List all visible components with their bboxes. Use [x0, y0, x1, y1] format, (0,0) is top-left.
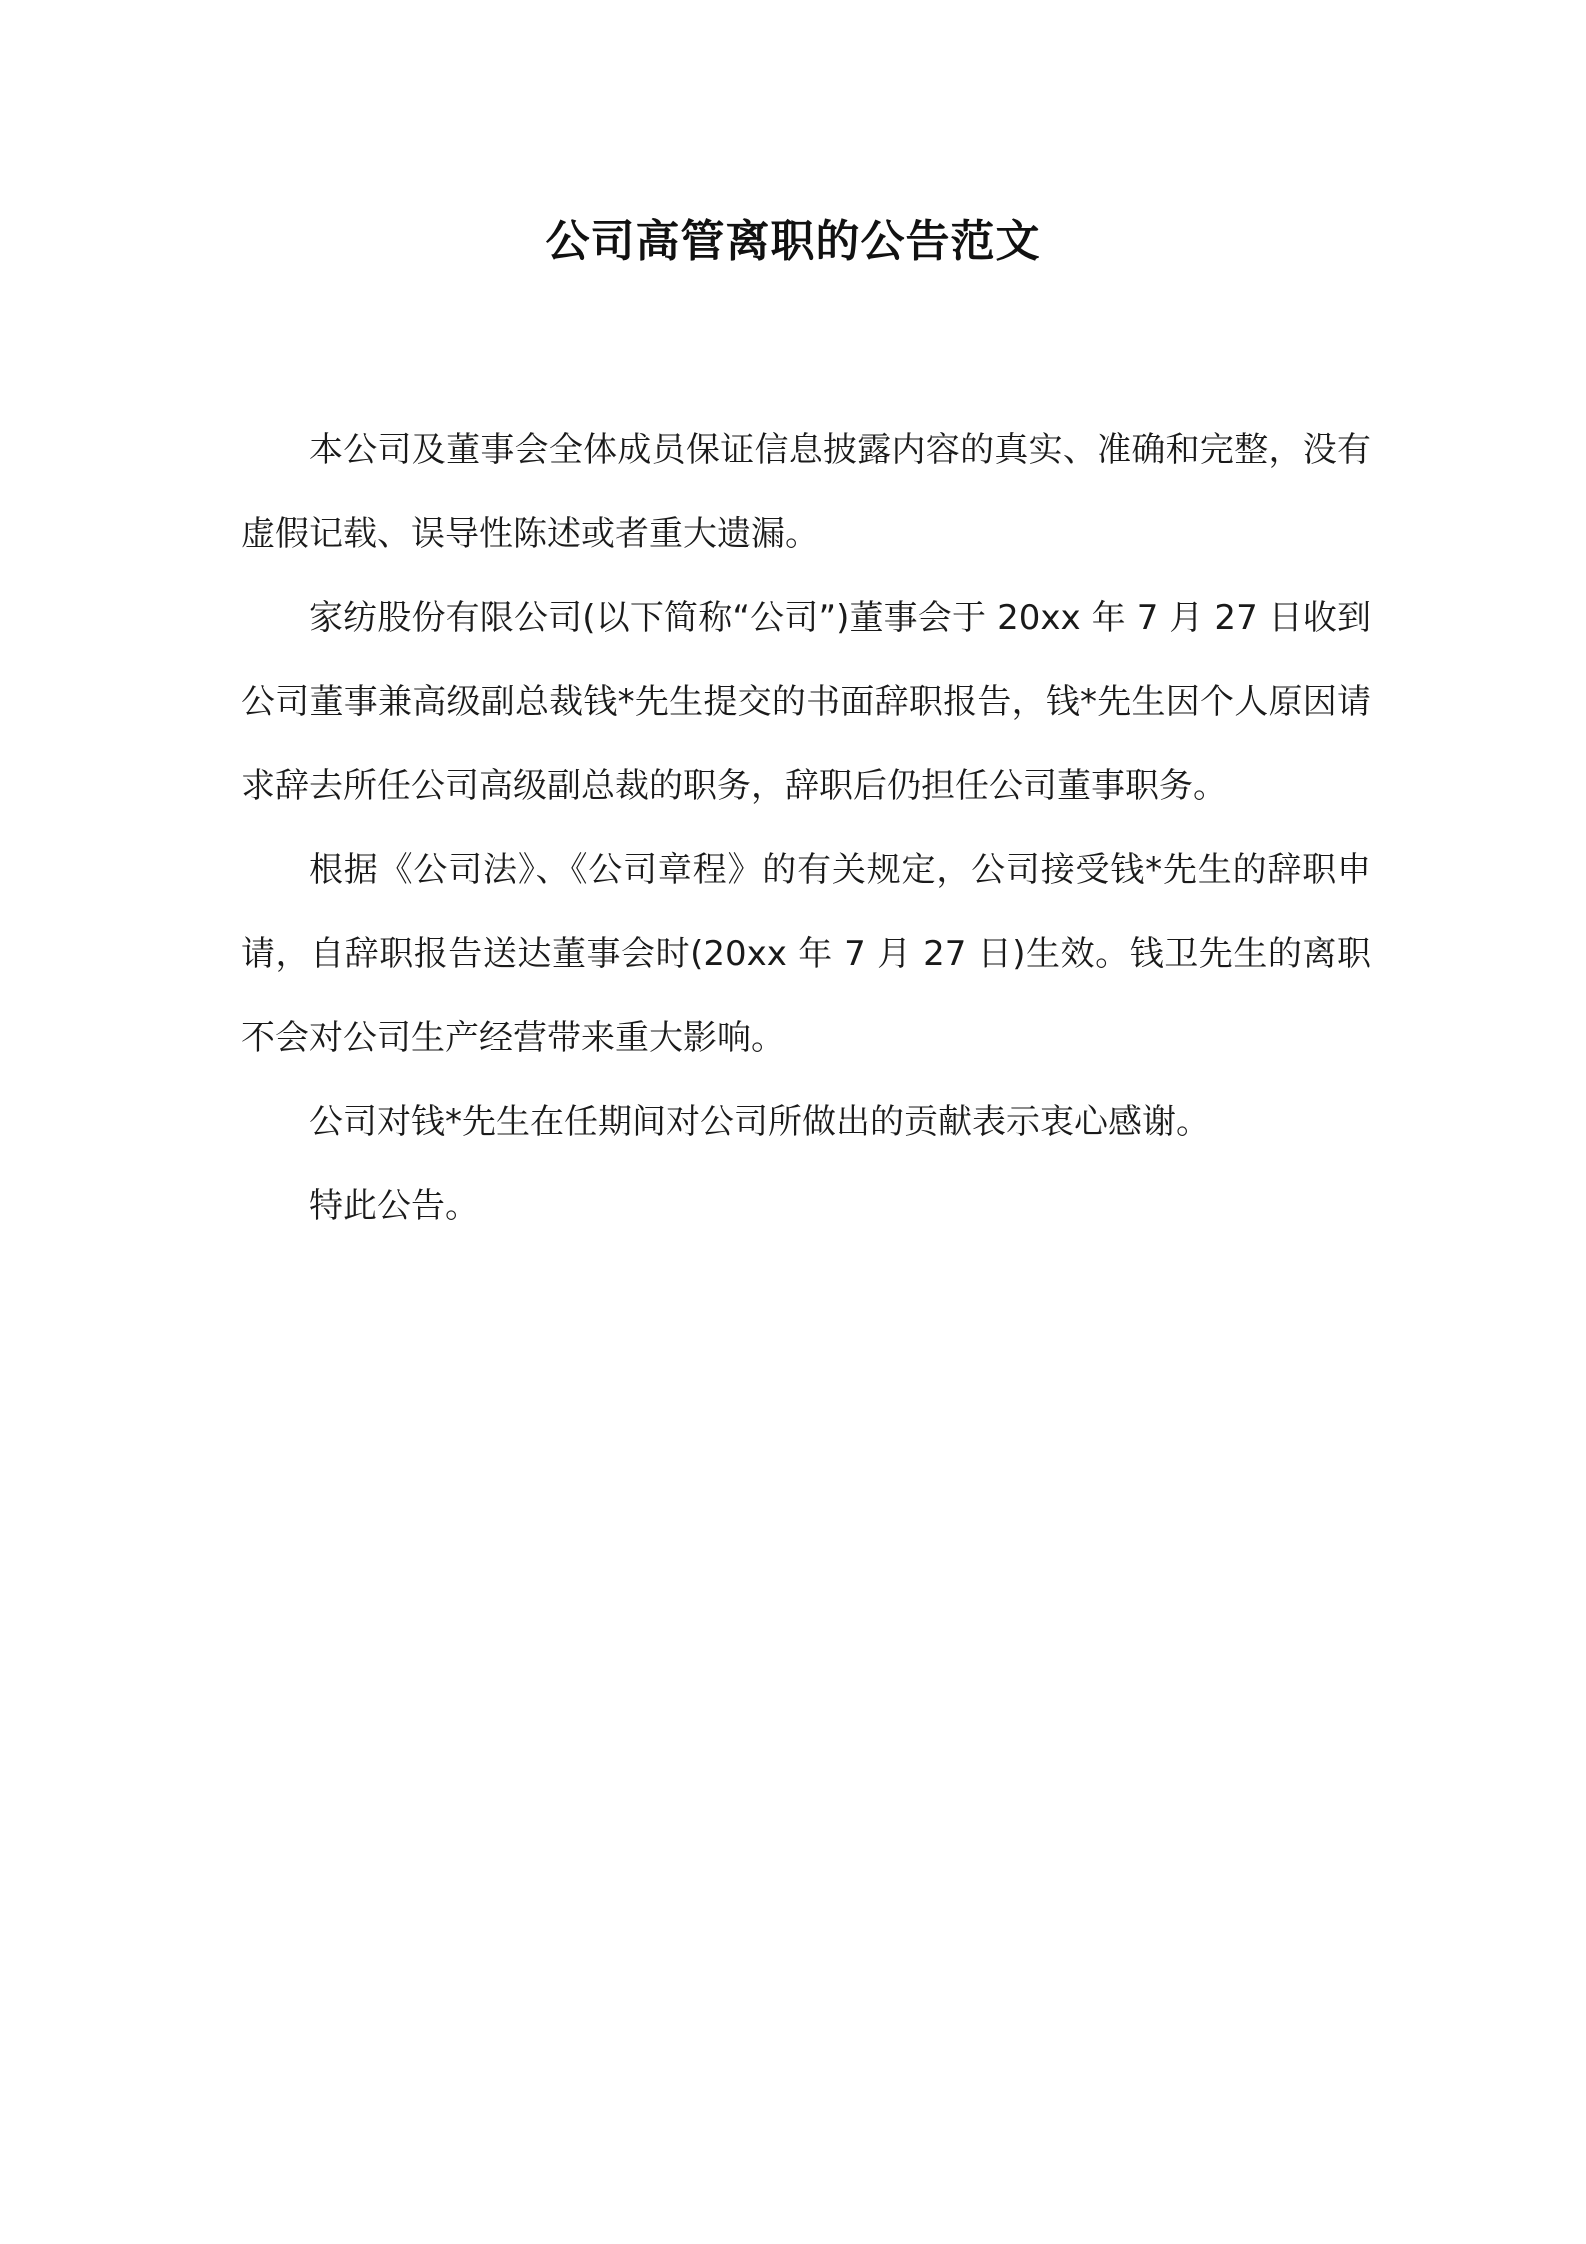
paragraph-resignation-acceptance: 根据《公司法》、《公司章程》的有关规定，公司接受钱*先生的辞职申请，自辞职报告送达董事会时(20xx 年 7 月 27 日)生效。钱卫先生的离职不会对公司生产经营带来重大影响。 [241, 850, 1371, 1058]
paragraph-closing: 特此公告。 [309, 1186, 479, 1226]
paragraph-thanks: 公司对钱*先生在任期间对公司所做出的贡献表示衷心感谢。 [309, 1102, 1210, 1142]
document-body [241, 408, 1371, 1248]
paragraph-resignation-report: 家纺股份有限公司(以下简称“公司”)董事会于 20xx 年 7 月 27 日收到公司董事兼高级副总裁钱*先生提交的书面辞职报告，钱*先生因个人原因请求辞去所任公司高级副总裁的职务，辞职后仍担任公司董事职务。 [241, 598, 1371, 806]
paragraph-disclosure-statement: 本公司及董事会全体成员保证信息披露内容的真实、准确和完整，没有虚假记载、误导性陈述或者重大遗漏。 [241, 430, 1371, 554]
document-title: 公司高管离职的公告范文 [545, 216, 1041, 267]
